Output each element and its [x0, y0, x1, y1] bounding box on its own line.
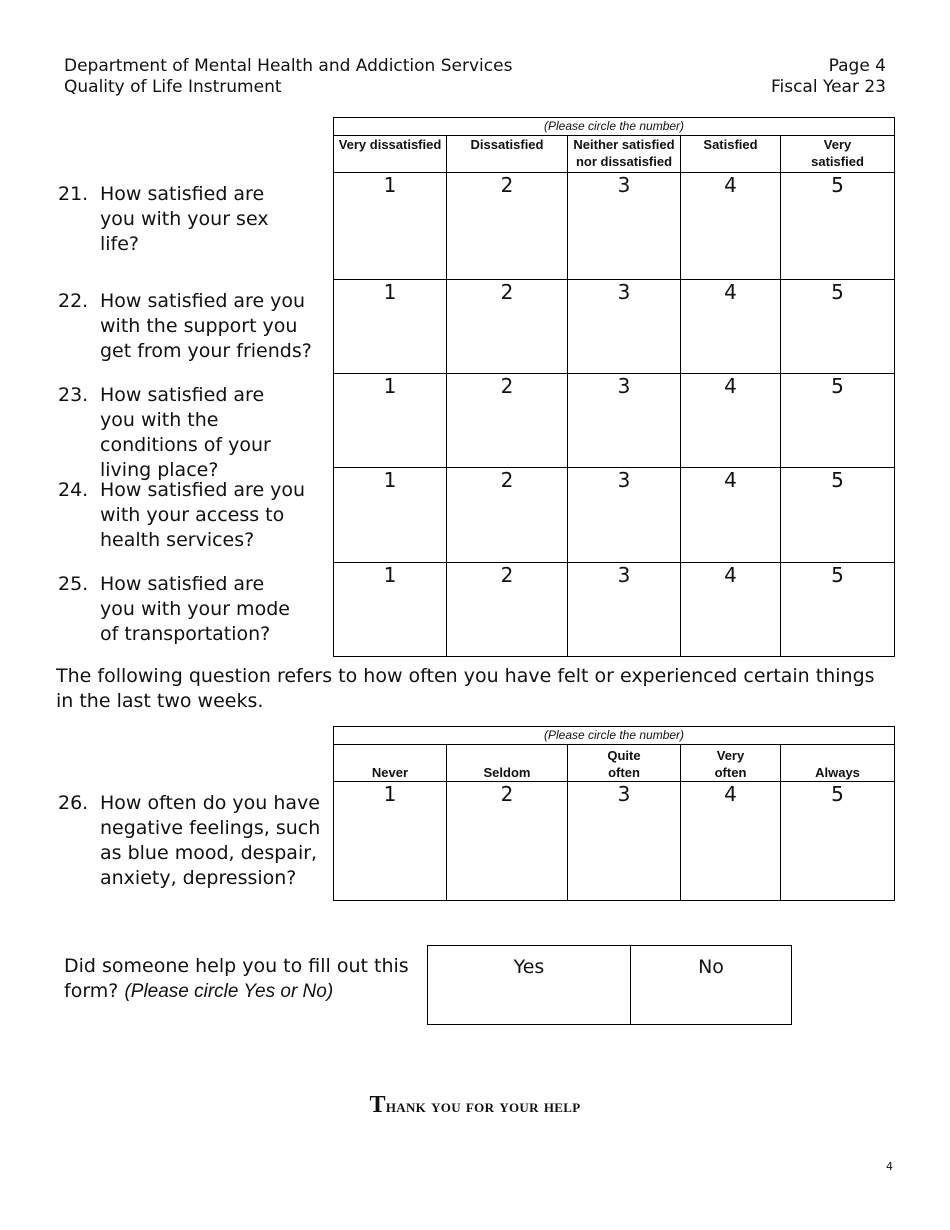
question-25: [58, 572, 330, 647]
scale-option[interactable]: 1: [334, 374, 447, 468]
column-header-seldom: Seldom: [447, 745, 568, 782]
question-23: [58, 383, 330, 483]
column-header-very-satisfied: Very satisfied: [781, 136, 895, 173]
yes-no-table: [427, 945, 792, 1025]
scale-option[interactable]: 2: [447, 280, 568, 374]
column-header-very-often: Very often: [681, 745, 781, 782]
table-row: [334, 280, 895, 374]
yes-option[interactable]: Yes: [428, 946, 631, 1025]
scale-option[interactable]: 3: [568, 468, 681, 563]
frequency-table: [333, 726, 895, 901]
help-question-text: Did someone help you to fill out this form?: [64, 955, 409, 1002]
scale-option[interactable]: 3: [568, 173, 681, 280]
scale-option[interactable]: 4: [681, 782, 781, 901]
question-number: 24.: [58, 479, 89, 501]
help-question-hint: (Please circle Yes or No): [124, 981, 334, 1002]
scale-option[interactable]: 3: [568, 782, 681, 901]
scale-option[interactable]: 5: [781, 280, 895, 374]
document-header-right: [771, 56, 886, 98]
column-header-very-dissatisfied: Very dissatisfied: [334, 136, 447, 173]
question-number: 23.: [58, 384, 89, 406]
page-number: 4: [886, 1160, 893, 1173]
question-26: [58, 791, 330, 891]
frequency-intro: The following question refers to how often you have felt or experienced certain things in the last two weeks.: [56, 665, 875, 712]
question-21: [58, 182, 330, 257]
scale-option[interactable]: 4: [681, 173, 781, 280]
scale-option[interactable]: 4: [681, 374, 781, 468]
question-text: How often do you have negative feelings, such as blue mood, despair, anxiety, depression?: [100, 792, 321, 889]
instrument-name: Quality of Life Instrument: [64, 77, 282, 97]
scale-option[interactable]: 3: [568, 280, 681, 374]
scale-option[interactable]: 3: [568, 563, 681, 657]
column-header-quite-often: Quite often: [568, 745, 681, 782]
scale-option[interactable]: 5: [781, 173, 895, 280]
scale-option[interactable]: 2: [447, 782, 568, 901]
table-row: [334, 563, 895, 657]
help-question: [64, 954, 409, 1004]
scale-option[interactable]: 2: [447, 374, 568, 468]
scale-option[interactable]: 2: [447, 173, 568, 280]
scale-option[interactable]: 4: [681, 468, 781, 563]
scale-option[interactable]: 5: [781, 782, 895, 901]
question-24: [58, 478, 330, 553]
question-text: How satisfied are you with your access to health services?: [100, 479, 306, 551]
scale-option[interactable]: 4: [681, 563, 781, 657]
question-text: How satisfied are you with the conditions of your living place?: [100, 384, 271, 481]
column-header-satisfied: Satisfied: [681, 136, 781, 173]
scale-option[interactable]: 1: [334, 782, 447, 901]
no-option[interactable]: No: [631, 946, 792, 1025]
thank-you-message: [0, 1092, 950, 1119]
circle-instruction: (Please circle the number): [334, 727, 895, 745]
scale-option[interactable]: 5: [781, 468, 895, 563]
scale-option[interactable]: 2: [447, 563, 568, 657]
column-header-neither: Neither satisfied nor dissatisfied: [568, 136, 681, 173]
satisfaction-table: [333, 117, 895, 657]
thank-you-initial: T: [369, 1092, 386, 1118]
column-header-dissatisfied: Dissatisfied: [447, 136, 568, 173]
scale-option[interactable]: 1: [334, 563, 447, 657]
circle-instruction: (Please circle the number): [334, 118, 895, 136]
scale-option[interactable]: 5: [781, 563, 895, 657]
question-number: 25.: [58, 573, 89, 595]
scale-option[interactable]: 2: [447, 468, 568, 563]
thank-you-rest: hank you for your help: [385, 1096, 581, 1117]
question-number: 21.: [58, 183, 89, 205]
scale-option[interactable]: 1: [334, 468, 447, 563]
scale-option[interactable]: 3: [568, 374, 681, 468]
table-row: [334, 374, 895, 468]
page-label: Page 4: [828, 56, 886, 76]
document-header-left: [64, 56, 512, 98]
scale-option[interactable]: 5: [781, 374, 895, 468]
scale-option[interactable]: 1: [334, 173, 447, 280]
question-number: 22.: [58, 290, 89, 312]
scale-option[interactable]: 1: [334, 280, 447, 374]
question-number: 26.: [58, 792, 89, 814]
question-text: How satisfied are you with your sex life?: [100, 183, 269, 255]
column-header-never: Never: [334, 745, 447, 782]
question-22: [58, 289, 330, 364]
scale-option[interactable]: 4: [681, 280, 781, 374]
question-text: How satisfied are you with the support you get from your friends?: [100, 290, 312, 362]
table-row: [334, 468, 895, 563]
fiscal-year: Fiscal Year 23: [770, 77, 886, 97]
table-row: [334, 782, 895, 901]
question-text: How satisfied are you with your mode of transportation?: [100, 573, 290, 645]
column-header-always: Always: [781, 745, 895, 782]
department-name: Department of Mental Health and Addiction Services: [64, 56, 513, 76]
table-row: [334, 173, 895, 280]
